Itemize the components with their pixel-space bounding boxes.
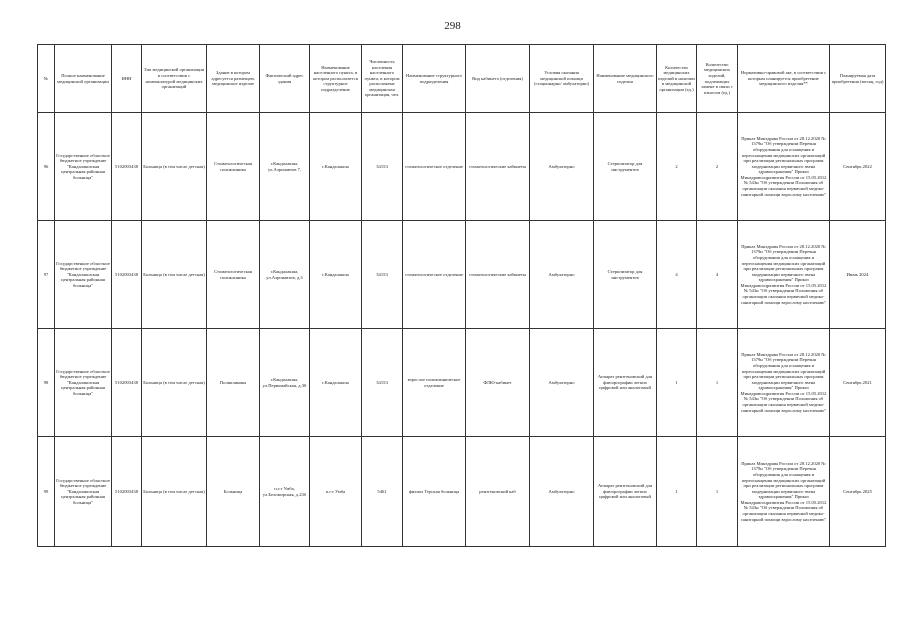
table-row xyxy=(38,437,886,547)
cell-locality: г.Кандалакша xyxy=(310,329,362,437)
table-header-row xyxy=(38,45,886,113)
cell-device: Стерилизатор для инструментов xyxy=(594,113,657,221)
cell-cabinet: рентгеновский каб xyxy=(466,437,530,547)
cell-org: Государственное областное бюджетное учреждение "Кандалакшская центральная районная больница" xyxy=(55,329,112,437)
cell-conditions: Амбулаторно xyxy=(530,329,594,437)
cell-conditions: Амбулаторно xyxy=(530,221,594,329)
cell-address: п.г.т Умба, ул.Беломорская, д.23б xyxy=(260,437,310,547)
cell-conditions: Амбулаторно xyxy=(530,437,594,547)
cell-locality: г.Кандалакша xyxy=(310,221,362,329)
table-row xyxy=(38,113,886,221)
cell-building: Поликлиника xyxy=(207,329,260,437)
cell-address: г.Кандалакша, ул.Аэронавтов 7, xyxy=(260,113,310,221)
cell-qty: 4 xyxy=(657,221,697,329)
header-cell: Численность населения населенного пункта, в котором расположена медицинская организация, чел. xyxy=(362,45,403,113)
cell-inn: 5102003438 xyxy=(112,113,142,221)
header-cell: Планируемая дата приобретения (месяц, год) xyxy=(830,45,886,113)
table-row xyxy=(38,221,886,329)
cell-device: Аппарат рентгеновский для флюорографии легких цифровой или аналоговый xyxy=(594,329,657,437)
cell-cabinet: стоматологические кабинеты xyxy=(466,221,530,329)
cell-unit: филиал Терская больница xyxy=(403,437,466,547)
cell-replace: 2 xyxy=(697,113,738,221)
header-cell: Здание в котором адресуется размещать медицинское изделие xyxy=(207,45,260,113)
cell-population: 5461 xyxy=(362,437,403,547)
cell-qty: 2 xyxy=(657,113,697,221)
cell-num: 96 xyxy=(38,113,55,221)
cell-org: Государственное областное бюджетное учреждение "Кандалакшская центральная районная больница" xyxy=(55,437,112,547)
cell-replace: 1 xyxy=(697,329,738,437)
cell-inn: 5102003438 xyxy=(112,437,142,547)
cell-date: Сентябрь 2022 xyxy=(830,113,886,221)
cell-type: Больница (в том числе детская) xyxy=(142,437,207,547)
cell-population: 34153 xyxy=(362,329,403,437)
cell-population: 34153 xyxy=(362,113,403,221)
cell-unit: стоматологическое отделение xyxy=(403,113,466,221)
cell-type: Больница (в том числе детская) xyxy=(142,221,207,329)
cell-building: Стоматологическая поликлиника xyxy=(207,221,260,329)
cell-org: Государственное областное бюджетное учреждение "Кандалакшская центральная районная больница" xyxy=(55,221,112,329)
cell-num: 98 xyxy=(38,329,55,437)
cell-act: Приказ Минздрава России от 28.12.2020 № 1379н "Об утверждении Перечня оборудования для оснащения и переоснащения медицинских организаций при реализации региональных программ модернизации первичного звена здравоохранения" Приказ Минздравсоцразвития России от 15.05.2012 № 543н "Об утверждении Положения об организации оказания первичной медико-санитарной помощи взрослому населению" xyxy=(738,221,830,329)
header-cell: Количество медицинских изделий, подлежащих замене в связи с износом (ед.) xyxy=(697,45,738,113)
cell-qty: 1 xyxy=(657,437,697,547)
cell-building: Больница xyxy=(207,437,260,547)
cell-device: Стерилизатор для инструментов xyxy=(594,221,657,329)
cell-org: Государственное областное бюджетное учреждение "Кандалакшская центральная районная больница" xyxy=(55,113,112,221)
header-cell: Тип медицинской организации в соответствии с номенклатурой медицинских организаций xyxy=(142,45,207,113)
cell-date: Сентябрь 2025 xyxy=(830,437,886,547)
cell-type: Больница (в том числе детская) xyxy=(142,329,207,437)
cell-act: Приказ Минздрава России от 28.12.2020 № 1379н "Об утверждении Перечня оборудования для оснащения и переоснащения медицинских организаций при реализации региональных программ модернизации первичного звена здравоохранения" Приказ Минздравсоцразвития России от 15.05.2012 № 543н "Об утверждении Положения об организации оказания первичной медико-санитарной помощи взрослому населению" xyxy=(738,113,830,221)
header-cell: Нормативно-правовой акт, в соответствии с которым планируется приобретение медицинского изделия** xyxy=(738,45,830,113)
cell-num: 97 xyxy=(38,221,55,329)
cell-date: Июнь 2024 xyxy=(830,221,886,329)
cell-device: Аппарат рентгеновский для флюорографии легких цифровой или аналоговый xyxy=(594,437,657,547)
cell-replace: 1 xyxy=(697,437,738,547)
cell-building: Стоматологическая поликлиника xyxy=(207,113,260,221)
cell-population: 34153 xyxy=(362,221,403,329)
cell-type: Больница (в том числе детская) xyxy=(142,113,207,221)
cell-qty: 1 xyxy=(657,329,697,437)
header-cell: Вид кабинета (отделения) xyxy=(466,45,530,113)
header-cell: Наименование медицинского изделия xyxy=(594,45,657,113)
header-cell: Наименование населенного пункта, в котором располагается структурное подразделение xyxy=(310,45,362,113)
cell-inn: 5102003438 xyxy=(112,221,142,329)
cell-inn: 5102003438 xyxy=(112,329,142,437)
cell-replace: 4 xyxy=(697,221,738,329)
header-cell: ИНН xyxy=(112,45,142,113)
equipment-table xyxy=(37,44,886,547)
cell-address: г.Кандалакша, ул.Аэронавтов, д.3 xyxy=(260,221,310,329)
header-cell: Фактический адрес здания xyxy=(260,45,310,113)
cell-act: Приказ Минздрава России от 28.12.2020 № 1379н "Об утверждении Перечня оборудования для оснащения и переоснащения медицинских организаций при реализации региональных программ модернизации первичного звена здравоохранения" Приказ Минздравсоцразвития России от 15.05.2012 № 543н "Об утверждении Положения об организации оказания первичной медико-санитарной помощи взрослому населению" xyxy=(738,437,830,547)
cell-num: 99 xyxy=(38,437,55,547)
header-cell: Условия оказания медицинской помощи (стационарно/ амбулаторно) xyxy=(530,45,594,113)
cell-cabinet: стоматологические кабинеты xyxy=(466,113,530,221)
header-cell: Наименование структурного подразделения xyxy=(403,45,466,113)
cell-cabinet: ФЛЮ-кабинет xyxy=(466,329,530,437)
cell-unit: стоматологическое отделение xyxy=(403,221,466,329)
table-row xyxy=(38,329,886,437)
cell-locality: п.г.т Умба xyxy=(310,437,362,547)
page-number: 298 xyxy=(444,20,461,32)
cell-locality: г.Кандалакша xyxy=(310,113,362,221)
cell-act: Приказ Минздрава России от 28.12.2020 № 1379н "Об утверждении Перечня оборудования для оснащения и переоснащения медицинских организаций при реализации региональных программ модернизации первичного звена здравоохранения" Приказ Минздравсоцразвития России от 15.05.2012 № 543н "Об утверждении Положения об организации оказания первичной медико-санитарной помощи взрослому населению" xyxy=(738,329,830,437)
cell-unit: взрослое поликлиническое отделение xyxy=(403,329,466,437)
header-cell: Количество медицинских изделий в наличии в медицинской организации (ед.) xyxy=(657,45,697,113)
cell-conditions: Амбулаторно xyxy=(530,113,594,221)
cell-address: г.Кандалакша, ул.Первомайская, д.30 xyxy=(260,329,310,437)
header-cell: Полное наименование медицинской организации xyxy=(55,45,112,113)
header-cell: № xyxy=(38,45,55,113)
cell-date: Сентябрь 2021 xyxy=(830,329,886,437)
